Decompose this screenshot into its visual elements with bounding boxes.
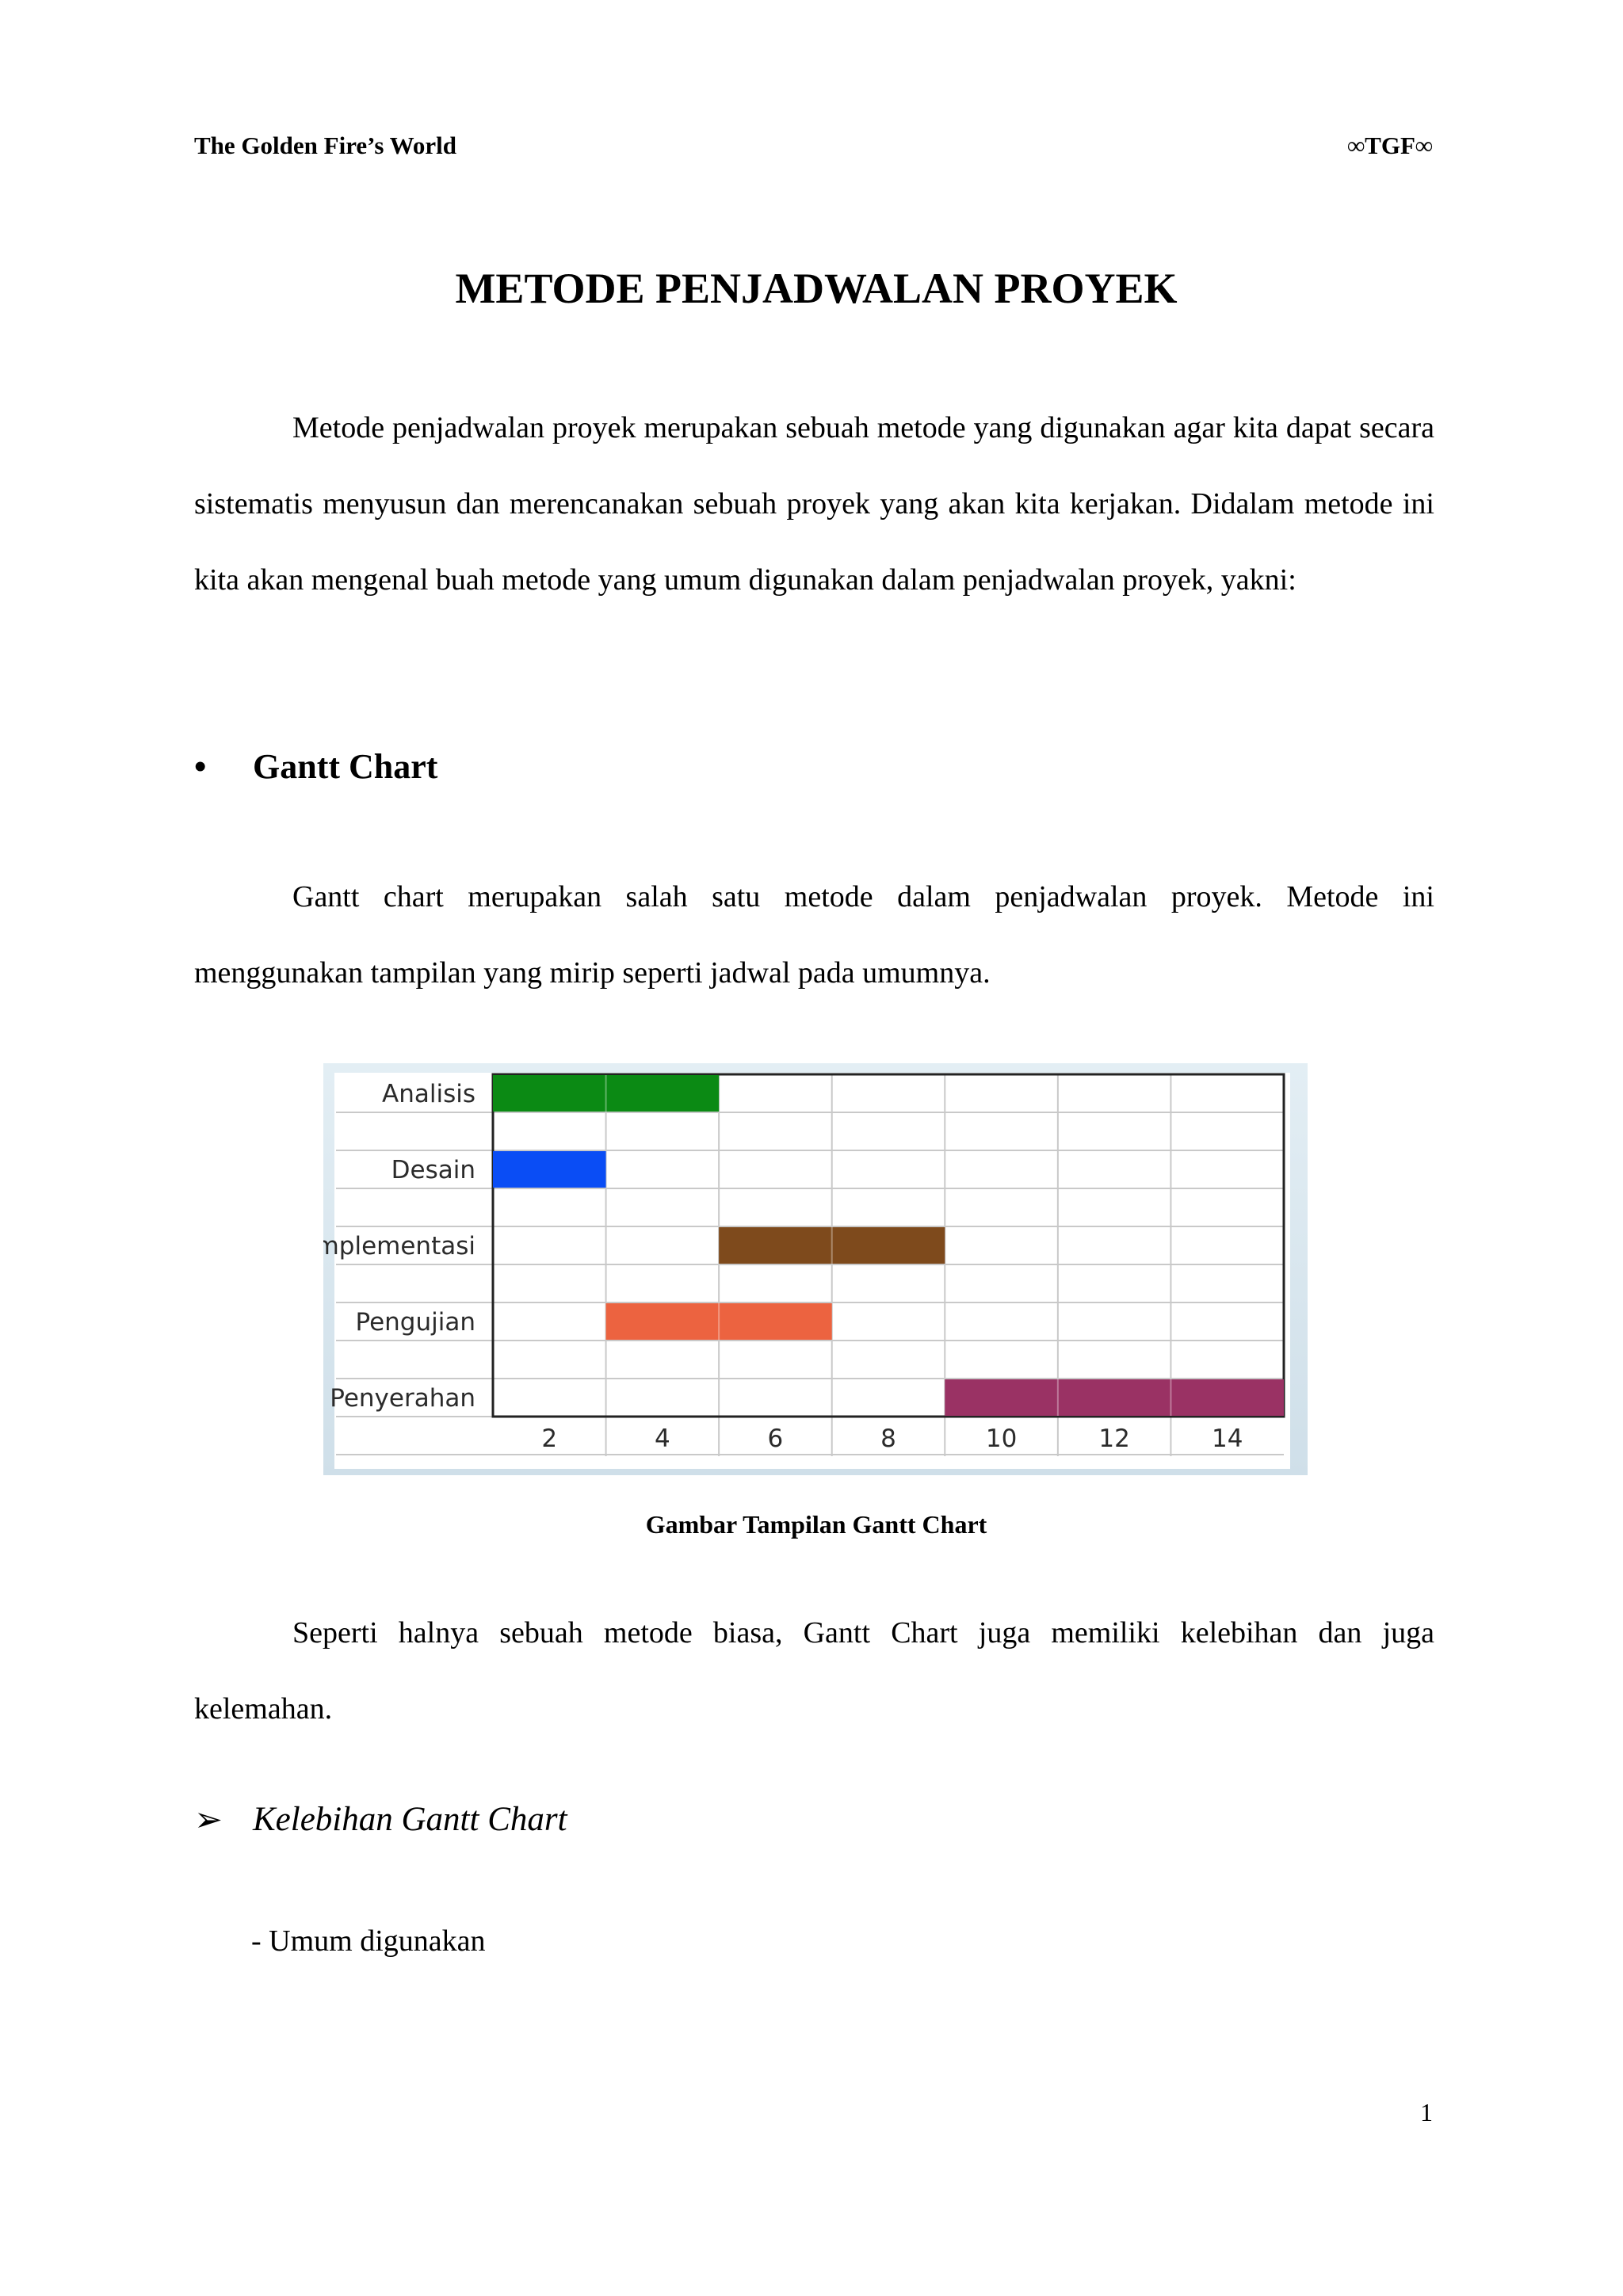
x-tick-label: 4 — [654, 1425, 670, 1453]
figure-caption: Gambar Tampilan Gantt Chart — [645, 1510, 987, 1539]
x-tick-label: 14 — [1211, 1425, 1243, 1453]
header-right: ∞TGF∞ — [1347, 132, 1433, 159]
gantt-chart — [323, 1063, 1308, 1475]
x-tick-label: 2 — [541, 1425, 558, 1453]
bullet-icon: • — [194, 747, 207, 786]
header-left: The Golden Fire’s World — [194, 132, 456, 159]
arrow-bullet-icon: ➢ — [194, 1802, 223, 1839]
list-item: - Umum digunakan — [251, 1924, 486, 1958]
task-label: Implementasi — [323, 1232, 475, 1261]
x-tick-label: 6 — [767, 1425, 784, 1453]
task-label: Desain — [391, 1156, 475, 1184]
gantt-paragraph-text: Gantt chart merupakan salah satu metode dalam penjadwalan proyek. Metode ini menggunakan tampilan yang mirip seperti jadwal pada umumnya. — [194, 880, 1434, 990]
task-label: Pengujian — [355, 1308, 475, 1337]
x-tick-label: 8 — [880, 1425, 896, 1453]
closing-paragraph — [194, 1595, 1434, 1747]
gantt-bar — [945, 1379, 1284, 1416]
closing-paragraph-text: Seperti halnya sebuah metode biasa, Gantt Chart juga memiliki kelebihan dan juga kelemahan. — [194, 1616, 1434, 1726]
page-number: 1 — [1420, 2098, 1433, 2126]
subsection-heading-text: Kelebihan Gantt Chart — [253, 1801, 567, 1838]
task-label: Penyerahan — [330, 1384, 475, 1413]
page-title: METODE PENJADWALAN PROYEK — [455, 265, 1178, 312]
gantt-bar — [493, 1151, 606, 1188]
x-tick-label: 10 — [985, 1425, 1018, 1453]
intro-paragraph-text: Metode penjadwalan proyek merupakan sebuah metode yang digunakan agar kita dapat secara sistematis menyusun dan merencanakan sebuah proyek yang akan kita kerjakan. Didalam metode ini kita akan mengenal buah metode yang umum digunakan dalam penjadwalan proyek, yakni: — [194, 411, 1434, 597]
task-label: Analisis — [382, 1080, 475, 1108]
gantt-chart-figure — [323, 1063, 1308, 1475]
intro-paragraph — [194, 390, 1434, 618]
section-heading-text: Gantt Chart — [253, 747, 438, 786]
gantt-paragraph — [194, 859, 1434, 1011]
x-tick-label: 12 — [1098, 1425, 1130, 1453]
